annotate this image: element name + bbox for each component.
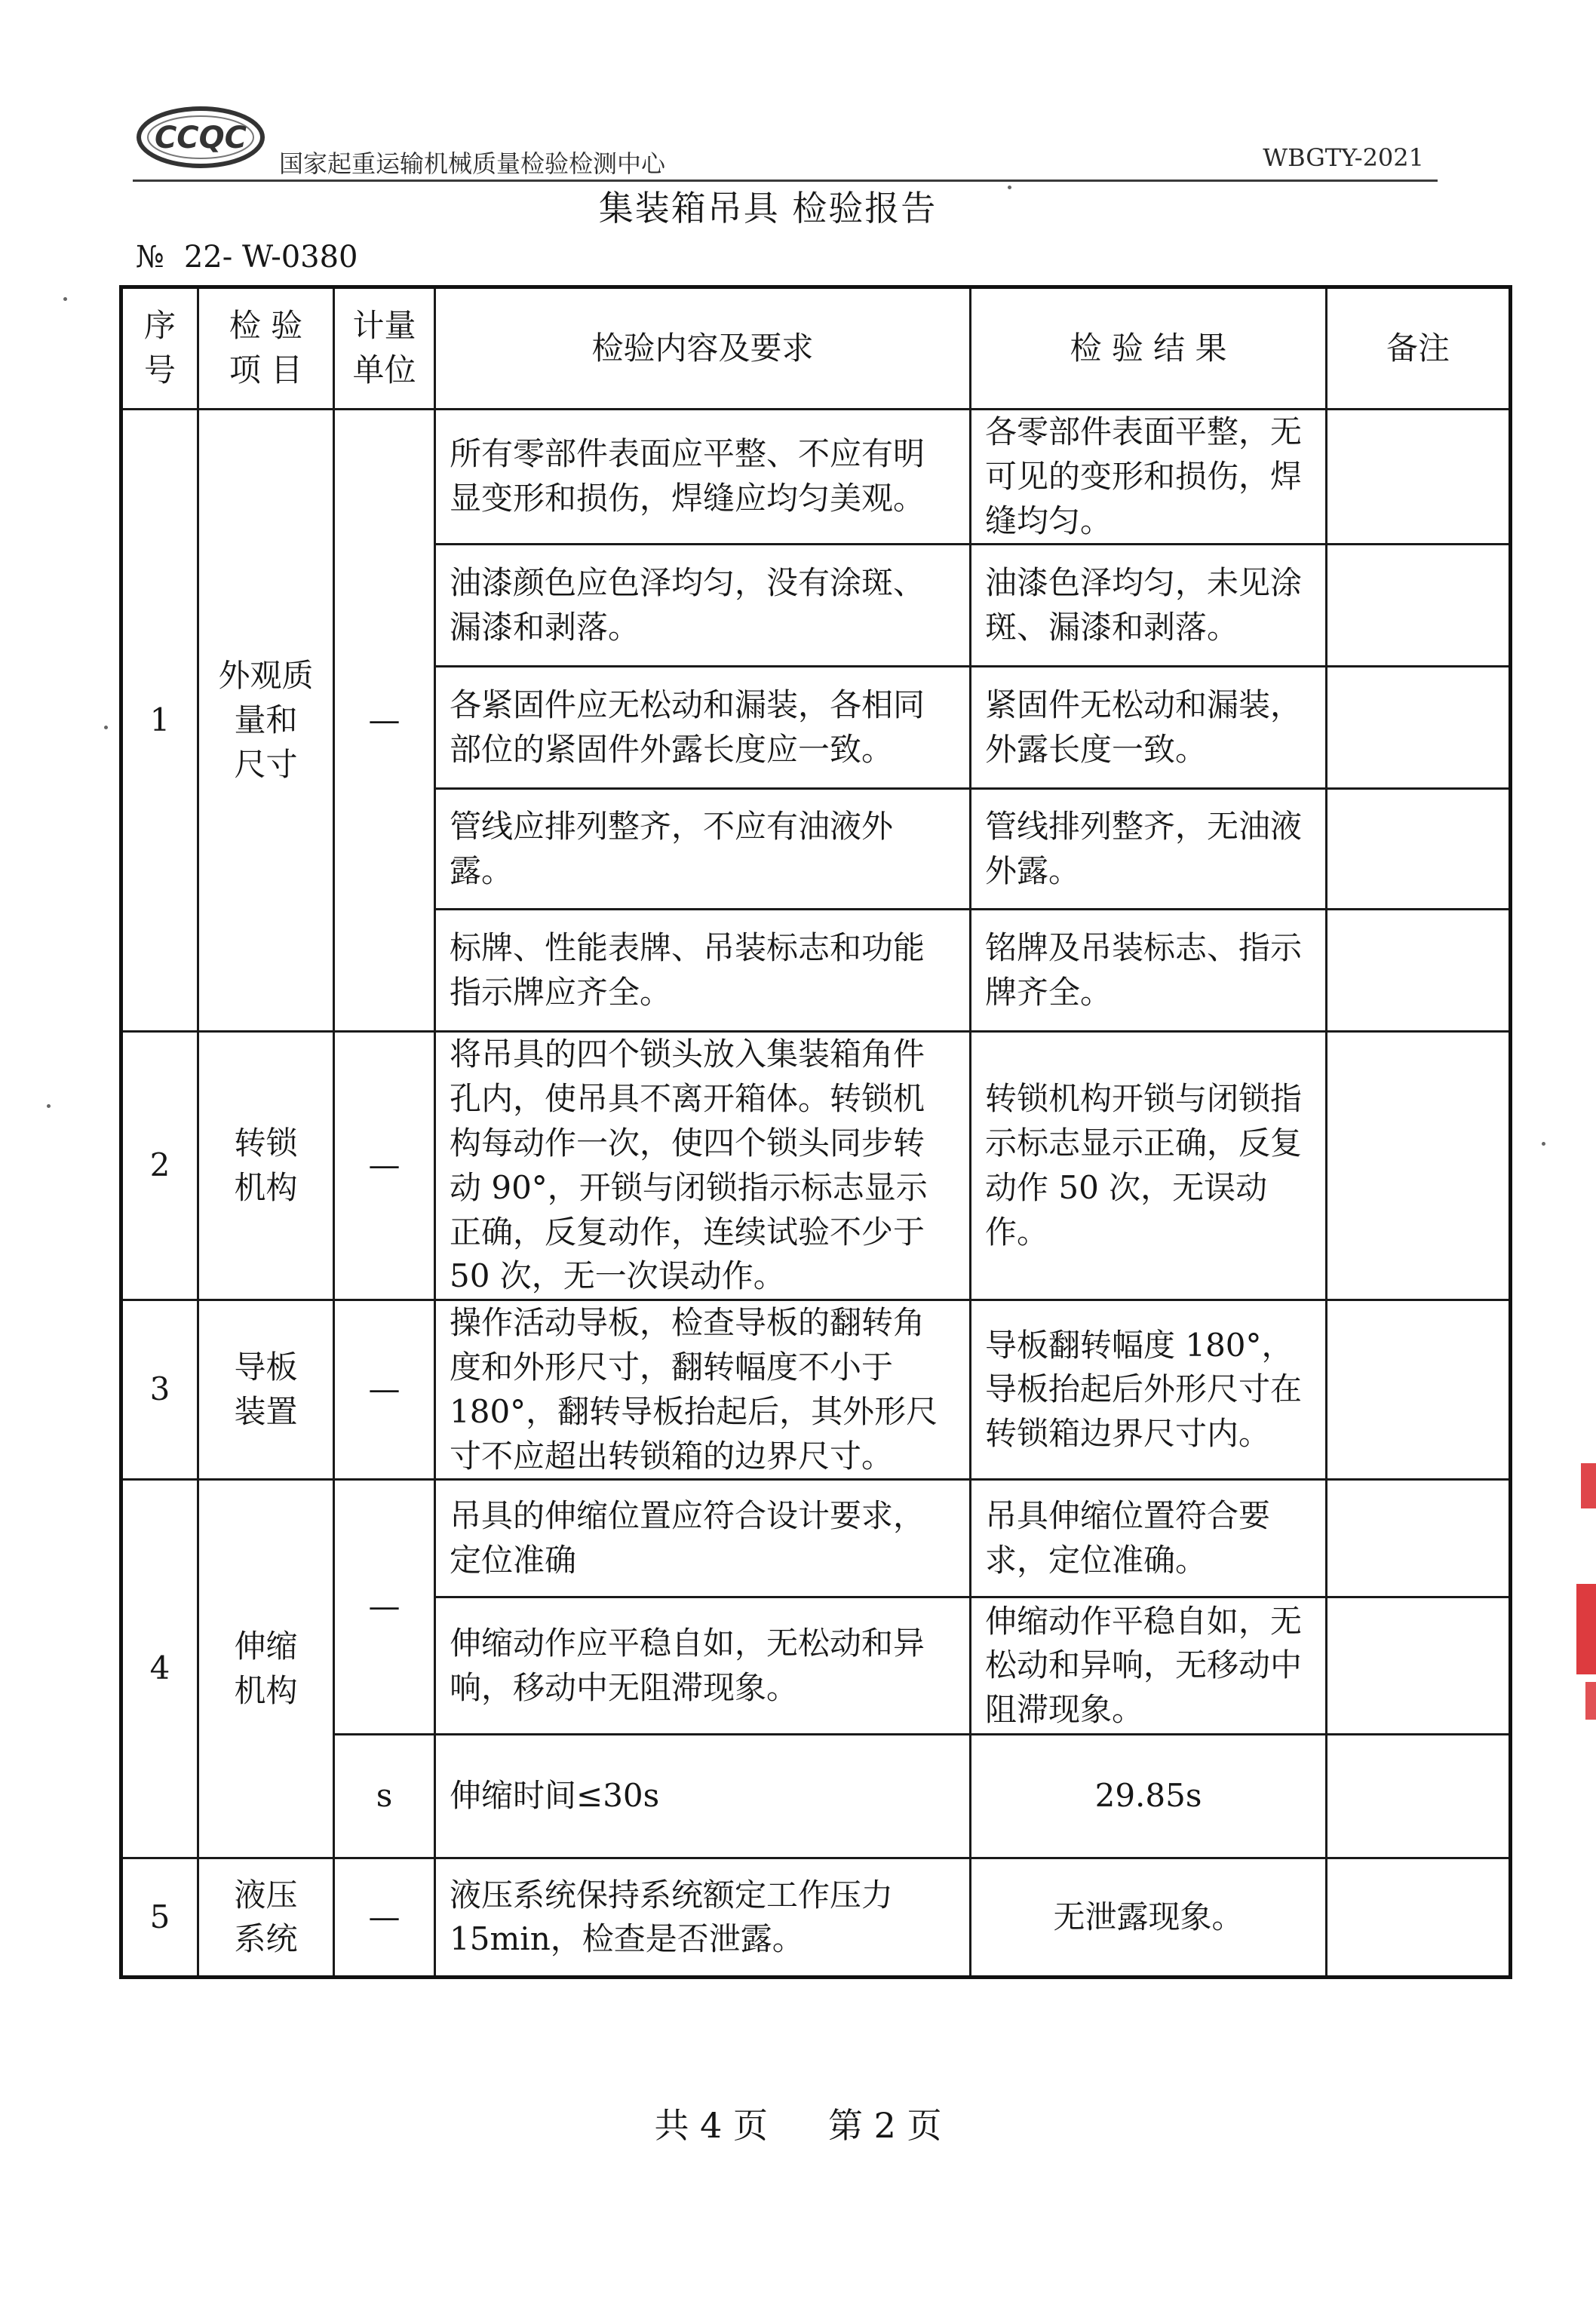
remark-cell <box>1327 545 1511 667</box>
remark-cell <box>1327 1480 1511 1597</box>
page-footer <box>0 2098 1596 2148</box>
remark-cell <box>1327 789 1511 910</box>
red-seal-fragment <box>1566 1456 1596 1742</box>
requirement-cell: 油漆颜色应色泽均匀，没有涂斑、漏漆和剥落。 <box>435 545 971 667</box>
result-cell: 吊具伸缩位置符合要求，定位准确。 <box>971 1480 1327 1597</box>
result-cell: 紧固件无松动和漏装，外露长度一致。 <box>971 667 1327 789</box>
table-header-row <box>121 287 1511 410</box>
scan-speck <box>1008 186 1011 189</box>
requirement-cell: 吊具的伸缩位置应符合设计要求，定位准确 <box>435 1480 971 1597</box>
total-pages: 共 4 页 <box>654 2105 768 2146</box>
result-cell: 伸缩动作平稳自如，无松动和异响，无移动中阻滞现象。 <box>971 1597 1327 1735</box>
table-row <box>121 1480 1511 1597</box>
remark-cell <box>1327 1597 1511 1735</box>
remark-cell <box>1327 1032 1511 1300</box>
measurement-unit: — <box>334 1300 435 1480</box>
requirement-cell: 操作活动导板，检查导板的翻转角度和外形尺寸，翻转幅度不小于 180°，翻转导板抬起后，其外形尺寸不应超出转锁箱的边界尺寸。 <box>435 1300 971 1480</box>
result-cell: 转锁机构开锁与闭锁指示标志显示正确，反复动作 50 次，无误动作。 <box>971 1032 1327 1300</box>
organization-name: 国家起重运输机械质量检验检测中心 <box>279 149 666 178</box>
requirement-cell: 将吊具的四个锁头放入集装箱角件孔内，使吊具不离开箱体。转锁机构每动作一次，使四个锁头同步转动 90°，开锁与闭锁指示标志显示正确，反复动作，连续试验不少于 50 次，无一次误动作。 <box>435 1032 971 1300</box>
inspection-item: 转锁 机构 <box>198 1032 334 1300</box>
result-cell: 导板翻转幅度 180°，导板抬起后外形尺寸在转锁箱边界尺寸内。 <box>971 1300 1327 1480</box>
requirement-cell: 管线应排列整齐，不应有油液外露。 <box>435 789 971 910</box>
row-number: 2 <box>121 1032 198 1300</box>
inspection-item: 伸缩 机构 <box>198 1480 334 1858</box>
requirement-cell: 标牌、性能表牌、吊装标志和功能指示牌应齐全。 <box>435 910 971 1032</box>
row-number: 5 <box>121 1858 198 1978</box>
scan-speck <box>47 1104 51 1108</box>
current-page: 第 2 页 <box>828 2105 942 2146</box>
result-cell: 管线排列整齐，无油液外露。 <box>971 789 1327 910</box>
svg-text:CCQC: CCQC <box>154 121 247 155</box>
inspection-table <box>119 285 1512 1979</box>
table-row <box>121 410 1511 545</box>
remark-cell <box>1327 410 1511 545</box>
requirement-cell: 伸缩时间≤30s <box>435 1735 971 1858</box>
header-no: 序 号 <box>121 287 198 410</box>
header-unit: 计量 单位 <box>334 287 435 410</box>
measurement-unit: — <box>334 1032 435 1300</box>
document-code: WBGTY-2021 <box>1263 143 1424 172</box>
requirement-cell: 伸缩动作应平稳自如，无松动和异响，移动中无阻滞现象。 <box>435 1597 971 1735</box>
result-cell: 无泄露现象。 <box>971 1858 1327 1978</box>
header-requirement: 检验内容及要求 <box>435 287 971 410</box>
row-number: 3 <box>121 1300 198 1480</box>
remark-cell <box>1327 1858 1511 1978</box>
inspection-item: 导板 装置 <box>198 1300 334 1480</box>
remark-cell <box>1327 1300 1511 1480</box>
header-item: 检 验 项 目 <box>198 287 334 410</box>
remark-cell <box>1327 1735 1511 1858</box>
inspection-item: 外观质 量和 尺寸 <box>198 410 334 1032</box>
inspection-item: 液压 系统 <box>198 1858 334 1978</box>
report-title: 集装箱吊具 检验报告 <box>598 188 938 229</box>
requirement-cell: 各紧固件应无松动和漏装，各相同部位的紧固件外露长度应一致。 <box>435 667 971 789</box>
header-result: 检 验 结 果 <box>971 287 1327 410</box>
report-number <box>136 240 358 275</box>
scan-speck <box>104 726 108 729</box>
remark-cell <box>1327 910 1511 1032</box>
table-row <box>121 1300 1511 1480</box>
result-cell: 铭牌及吊装标志、指示牌齐全。 <box>971 910 1327 1032</box>
organization-logo <box>136 106 265 169</box>
result-cell: 各零部件表面平整，无可见的变形和损伤，焊缝均匀。 <box>971 410 1327 545</box>
requirement-cell: 所有零部件表面应平整、不应有明显变形和损伤，焊缝应均匀美观。 <box>435 410 971 545</box>
header-remark: 备注 <box>1327 287 1511 410</box>
row-number: 4 <box>121 1480 198 1858</box>
report-number-value: 22- W-0380 <box>183 240 358 275</box>
row-number: 1 <box>121 410 198 1032</box>
table-row <box>121 1032 1511 1300</box>
measurement-unit: — <box>334 410 435 1032</box>
requirement-cell: 液压系统保持系统额定工作压力 15min，检查是否泄露。 <box>435 1858 971 1978</box>
scan-speck <box>1542 1142 1545 1146</box>
result-cell: 油漆色泽均匀，未见涂斑、漏漆和剥落。 <box>971 545 1327 667</box>
table-row <box>121 1858 1511 1978</box>
report-number-label: № <box>136 240 164 275</box>
remark-cell <box>1327 667 1511 789</box>
measurement-unit: — <box>334 1480 435 1735</box>
measurement-unit: — <box>334 1858 435 1978</box>
result-cell: 29.85s <box>971 1735 1327 1858</box>
measurement-unit: s <box>334 1735 435 1858</box>
scan-speck <box>63 297 67 301</box>
